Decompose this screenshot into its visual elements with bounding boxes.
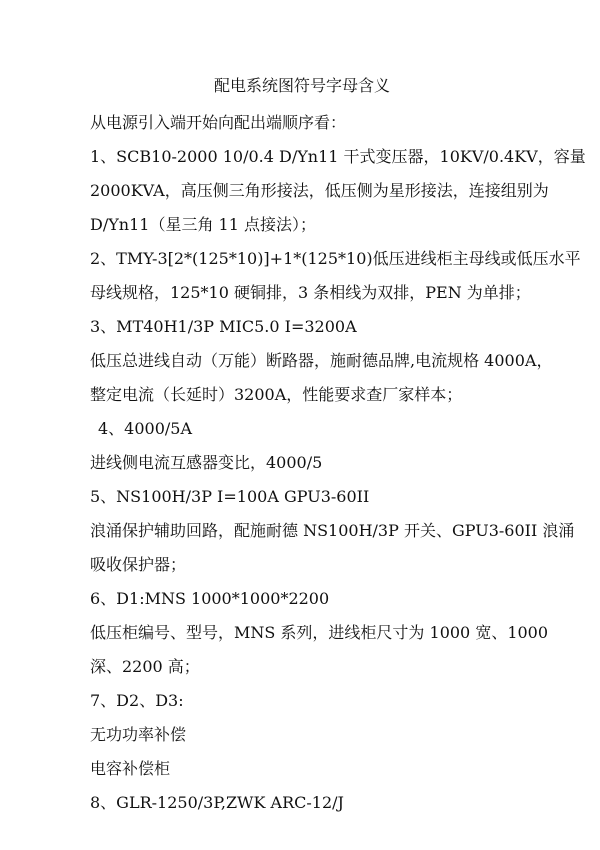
- item-5-line-1: 浪涌保护辅助回路，配施耐德 NS100H/3P 开关、GPU3-60II 浪涌: [90, 521, 575, 540]
- document-title: 配电系统图符号字母含义: [213, 76, 390, 95]
- item-6-line-1: 低压柜编号、型号，MNS 系列，进线柜尺寸为 1000 宽、1000: [90, 623, 549, 642]
- item-8-heading: 8、GLR-1250/3P,ZWK ARC-12/J: [90, 793, 344, 812]
- item-6-line-2: 深、2200 高；: [90, 657, 200, 676]
- item-7-line-1: 无功功率补偿: [90, 725, 187, 744]
- intro-paragraph: 从电源引入端开始向配出端顺序看：: [90, 113, 347, 132]
- item-7-line-2: 电容补偿柜: [90, 759, 171, 778]
- item-1-line-3: D/Yn11（星三角 11 点接法）；: [90, 215, 316, 234]
- item-5-line-2: 吸收保护器；: [90, 555, 187, 574]
- item-2-line-1: 2、TMY-3[2*(125*10)]+1*(125*10)低压进线柜主母线或低压水平: [90, 249, 581, 268]
- item-5-heading: 5、NS100H/3P I=100A GPU3-60II: [90, 487, 370, 506]
- item-3-line-1: 低压总进线自动（万能）断路器，施耐德品牌,电流规格 4000A，: [90, 351, 553, 370]
- item-4-line-1: 进线侧电流互感器变比，4000/5: [90, 453, 323, 472]
- item-3-heading: 3、MT40H1/3P MIC5.0 I=3200A: [90, 317, 357, 336]
- item-7-heading: 7、D2、D3:: [90, 691, 184, 710]
- item-4-heading: 4、4000/5A: [98, 419, 193, 438]
- item-1-line-1: 1、SCB10-2000 10/0.4 D/Yn11 干式变压器，10KV/0.4KV，容量: [90, 147, 586, 166]
- item-3-line-2: 整定电流（长延时）3200A，性能要求查厂家样本；: [90, 385, 463, 404]
- item-1-line-2: 2000KVA，高压侧三角形接法，低压侧为星形接法，连接组别为: [90, 181, 549, 200]
- item-6-heading: 6、D1:MNS 1000*1000*2200: [90, 589, 330, 608]
- item-2-line-2: 母线规格，125*10 硬铜排，3 条相线为双排，PEN 为单排；: [90, 283, 531, 302]
